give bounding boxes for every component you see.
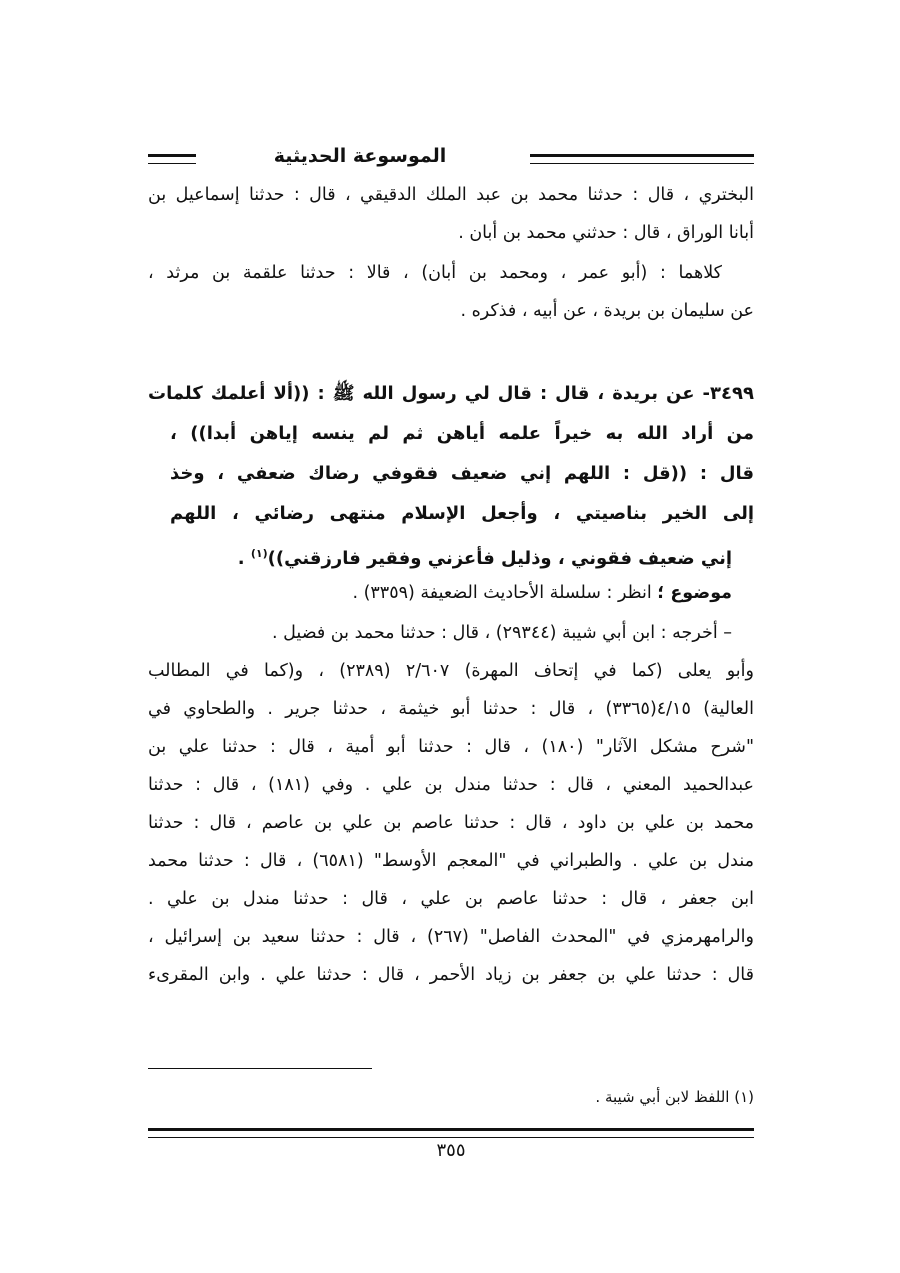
hadith-text — [148, 374, 754, 574]
text-line: عبدالحميد المعني ، قال : حدثنا مندل بن علي . وفي (١٨١) ، قال : حدثنا — [148, 775, 754, 795]
footnote-separator — [148, 1068, 372, 1069]
takhrij-paragraph — [148, 614, 754, 994]
document-page — [148, 140, 754, 1180]
text-line: أبانا الوراق ، قال : حدثني محمد بن أبان . — [458, 223, 754, 243]
intro-paragraph — [148, 176, 754, 252]
ruling-label: موضوع ؛ — [657, 583, 732, 603]
text-line: كلاهما : (أبو عمر ، ومحمد بن أبان) ، قالا : حدثنا علقمة بن مرثد ، — [148, 263, 722, 283]
text-line: العالية) ٤/١٥(٣٣٦٥) ، قال : حدثنا أبو خيثمة ، حدثنا جرير . والطحاوي في — [148, 699, 754, 719]
hadith-line: قال : ((قل : اللهم إني ضعيف فقوفي رضاك ضعفي ، وخذ — [170, 463, 754, 484]
running-header — [148, 140, 754, 180]
text-line: والرامهرمزي في "المحدث الفاصل" (٢٦٧) ، قال : حدثنا سعيد بن إسرائيل ، — [148, 927, 754, 947]
text-line: "شرح مشكل الآثار" (١٨٠) ، قال : حدثنا أبو أمية ، قال : حدثنا علي بن — [148, 737, 754, 757]
text-line: البختري ، قال : حدثنا محمد بن عبد الملك الدقيقي ، قال : حدثنا إسماعيل بن — [148, 185, 754, 205]
footnote-marker: (١) — [250, 547, 268, 560]
header-title: الموسوعة الحديثية — [273, 145, 447, 167]
text-line: وأبو يعلى (كما في إتحاف المهرة) ٢/٦٠٧ (٢٣٨٩) ، و(كما في المطالب — [148, 661, 754, 681]
narrators-paragraph — [148, 254, 754, 330]
text-line: ابن جعفر ، قال : حدثنا عاصم بن علي ، قال : حدثنا مندل بن علي . — [148, 889, 754, 909]
hadith-line: إني ضعيف فقوني ، وذليل فأعزني وفقير فارزقني)) — [267, 548, 732, 569]
hadith-line: من أراد الله به خيراً علمه أياهن ثم لم ينسه إياهن أبدا)) ، — [170, 423, 754, 444]
header-rule-left — [148, 154, 196, 164]
hadith-line: ٣٤٩٩- عن بريدة ، قال : قال لي رسول الله ﷺ : ((ألا أعلمك كلمات — [148, 383, 754, 404]
text-line: قال : حدثنا علي بن جعفر بن زياد الأحمر ، قال : حدثنا علي . وابن المقرىء — [148, 965, 754, 985]
text-line: عن سليمان بن بريدة ، عن أبيه ، فذكره . — [460, 301, 754, 321]
ruling-text — [148, 574, 732, 612]
footnote: (١) اللفظ لابن أبي شيبة . — [595, 1088, 754, 1106]
text-line: – أخرجه : ابن أبي شيبة (٢٩٣٤٤) ، قال : حدثنا محمد بن فضيل . — [272, 623, 732, 643]
page-number: ٣٥٥ — [436, 1140, 466, 1161]
hadith-end: . — [237, 548, 251, 569]
header-rule-right — [530, 154, 754, 164]
ruling-detail: انظر : سلسلة الأحاديث الضعيفة (٣٣٥٩) . — [352, 583, 658, 603]
hadith-line-last — [148, 534, 754, 574]
text-line: محمد بن علي بن داود ، قال : حدثنا عاصم بن علي بن عاصم ، قال : حدثنا — [148, 813, 754, 833]
ruling-line — [148, 574, 754, 612]
hadith-line: إلى الخير بناصيتي ، وأجعل الإسلام منتهى رضائي ، اللهم — [170, 503, 754, 524]
bottom-rule — [148, 1128, 754, 1138]
text-line: مندل بن علي . والطبراني في "المعجم الأوسط" (٦٥٨١) ، قال : حدثنا محمد — [148, 851, 754, 871]
